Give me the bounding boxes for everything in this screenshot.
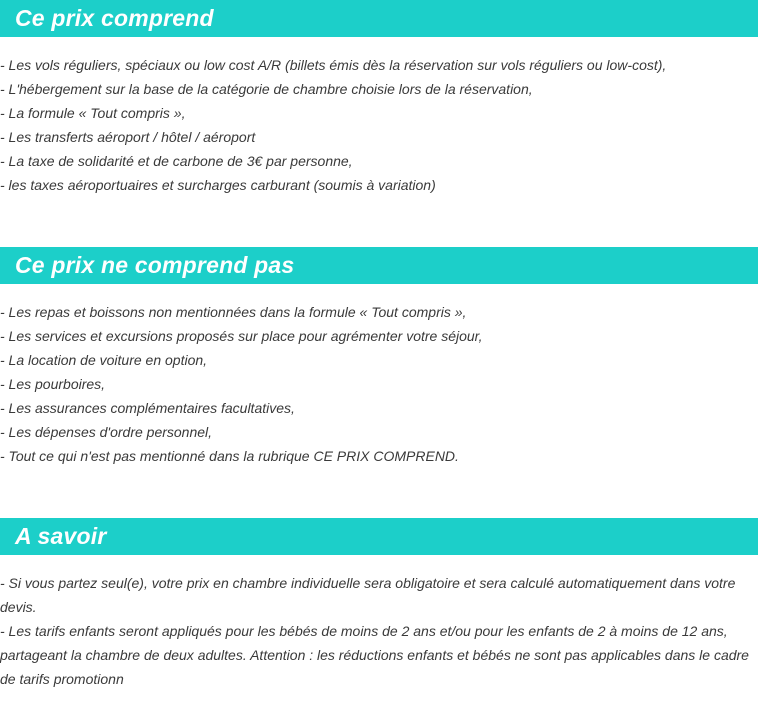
section-a-savoir <box>0 518 758 687</box>
section-header <box>0 247 758 284</box>
list-item: - les taxes aéroportuaires et surcharges carburant (soumis à variation) <box>0 177 436 193</box>
info-paragraph: - Les tarifs enfants seront appliqués pour les bébés de moins de 2 ans et/ou pour les enfants de 2 à moins de 12 ans, partageant la chambre de deux adultes. Attention : les réductions enfants et bébés ne sont pas applicables dans le cadre de tarifs promotionn <box>0 623 749 687</box>
section-header <box>0 518 758 555</box>
list-item: - Les transferts aéroport / hôtel / aéroport <box>0 129 256 145</box>
list-item: - Les vols réguliers, spéciaux ou low cost A/R (billets émis dès la réservation sur vols réguliers ou low-cost), <box>0 57 667 73</box>
list-item: - Les services et excursions proposés sur place pour agrémenter votre séjour, <box>0 328 483 344</box>
section-header <box>0 0 758 37</box>
list-item: - L'hébergement sur la base de la catégorie de chambre choisie lors de la réservation, <box>0 81 533 97</box>
list-item: - Les repas et boissons non mentionnées dans la formule « Tout compris », <box>0 304 467 320</box>
excluded-list <box>0 300 482 468</box>
list-item: - La location de voiture en option, <box>0 352 208 368</box>
list-item: - Les dépenses d'ordre personnel, <box>0 424 213 440</box>
section-prix-ne-comprend-pas <box>0 247 758 464</box>
section-title: Ce prix ne comprend pas <box>15 252 295 278</box>
list-item: - La formule « Tout compris », <box>0 105 186 121</box>
section-title: Ce prix comprend <box>15 5 214 31</box>
section-prix-comprend <box>0 0 758 193</box>
list-item: - Les pourboires, <box>0 376 106 392</box>
list-item: - Les assurances complémentaires facultatives, <box>0 400 295 416</box>
list-item: - Tout ce qui n'est pas mentionné dans la rubrique CE PRIX COMPREND. <box>0 448 459 464</box>
section-title: A savoir <box>15 523 107 549</box>
included-list <box>0 53 666 197</box>
list-item: - La taxe de solidarité et de carbone de 3€ par personne, <box>0 153 353 169</box>
info-paragraphs <box>0 571 752 691</box>
info-paragraph: - Si vous partez seul(e), votre prix en chambre individuelle sera obligatoire et sera calculé automatiquement dans votre devis. <box>0 575 736 615</box>
